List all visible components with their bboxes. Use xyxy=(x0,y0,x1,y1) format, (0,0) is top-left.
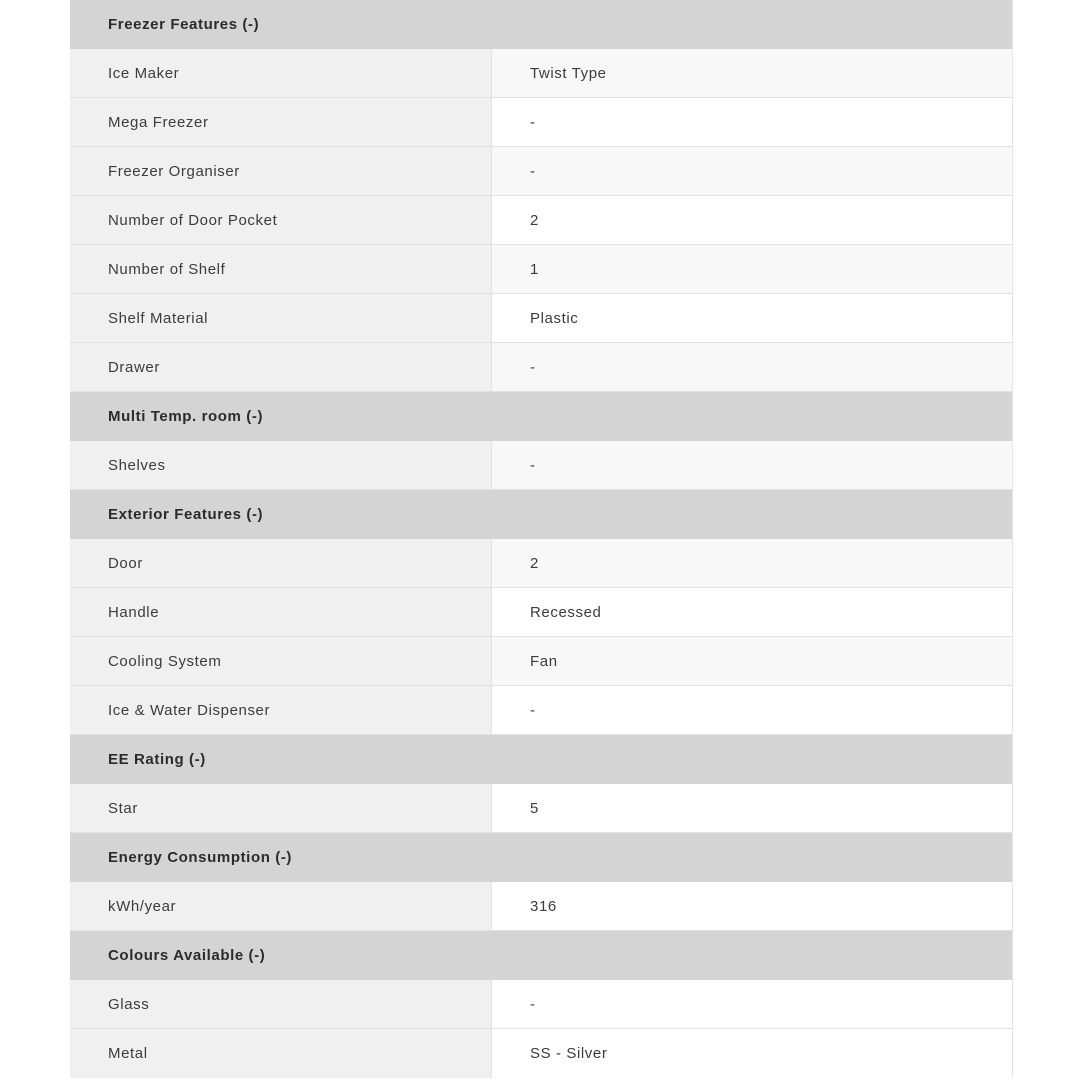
spec-label: kWh/year xyxy=(70,882,492,930)
spec-row xyxy=(70,637,1012,686)
spec-row xyxy=(70,784,1012,833)
spec-row xyxy=(70,196,1012,245)
spec-table xyxy=(70,0,1013,1078)
spec-label: Freezer Organiser xyxy=(70,147,492,195)
section-title: EE Rating (-) xyxy=(108,750,206,768)
spec-value: 2 xyxy=(492,196,1012,244)
spec-value: 1 xyxy=(492,245,1012,293)
section-header-colours-available[interactable] xyxy=(70,931,1012,980)
spec-value: 316 xyxy=(492,882,1012,930)
spec-row xyxy=(70,1029,1012,1078)
spec-label: Shelf Material xyxy=(70,294,492,342)
spec-label: Glass xyxy=(70,980,492,1028)
spec-value: - xyxy=(492,98,1012,146)
spec-value: - xyxy=(492,343,1012,391)
spec-value: - xyxy=(492,980,1012,1028)
section-title: Freezer Features (-) xyxy=(108,15,260,33)
spec-label: Metal xyxy=(70,1029,492,1078)
spec-row xyxy=(70,294,1012,343)
spec-value: 2 xyxy=(492,539,1012,587)
spec-value: Plastic xyxy=(492,294,1012,342)
section-header-energy-consumption[interactable] xyxy=(70,833,1012,882)
section-header-ee-rating[interactable] xyxy=(70,735,1012,784)
spec-row xyxy=(70,49,1012,98)
spec-label: Number of Door Pocket xyxy=(70,196,492,244)
spec-row xyxy=(70,441,1012,490)
spec-value: SS - Silver xyxy=(492,1029,1012,1078)
spec-label: Door xyxy=(70,539,492,587)
spec-value: Twist Type xyxy=(492,49,1012,97)
spec-row xyxy=(70,539,1012,588)
spec-row xyxy=(70,882,1012,931)
spec-row xyxy=(70,588,1012,637)
spec-value: - xyxy=(492,441,1012,489)
section-title: Exterior Features (-) xyxy=(108,505,264,523)
spec-label: Ice Maker xyxy=(70,49,492,97)
spec-label: Star xyxy=(70,784,492,832)
spec-value: Fan xyxy=(492,637,1012,685)
section-header-freezer-features[interactable] xyxy=(70,0,1012,49)
spec-label: Cooling System xyxy=(70,637,492,685)
spec-row xyxy=(70,980,1012,1029)
spec-value: - xyxy=(492,147,1012,195)
spec-value: Recessed xyxy=(492,588,1012,636)
section-header-multi-temp-room[interactable] xyxy=(70,392,1012,441)
spec-value: 5 xyxy=(492,784,1012,832)
section-title: Multi Temp. room (-) xyxy=(108,407,264,425)
section-title: Colours Available (-) xyxy=(108,946,266,964)
spec-row xyxy=(70,343,1012,392)
spec-label: Mega Freezer xyxy=(70,98,492,146)
spec-row xyxy=(70,245,1012,294)
spec-row xyxy=(70,98,1012,147)
section-header-exterior-features[interactable] xyxy=(70,490,1012,539)
spec-label: Shelves xyxy=(70,441,492,489)
spec-row xyxy=(70,147,1012,196)
spec-label: Number of Shelf xyxy=(70,245,492,293)
spec-row xyxy=(70,686,1012,735)
spec-label: Handle xyxy=(70,588,492,636)
spec-label: Ice & Water Dispenser xyxy=(70,686,492,734)
section-title: Energy Consumption (-) xyxy=(108,848,293,866)
spec-label: Drawer xyxy=(70,343,492,391)
spec-value: - xyxy=(492,686,1012,734)
